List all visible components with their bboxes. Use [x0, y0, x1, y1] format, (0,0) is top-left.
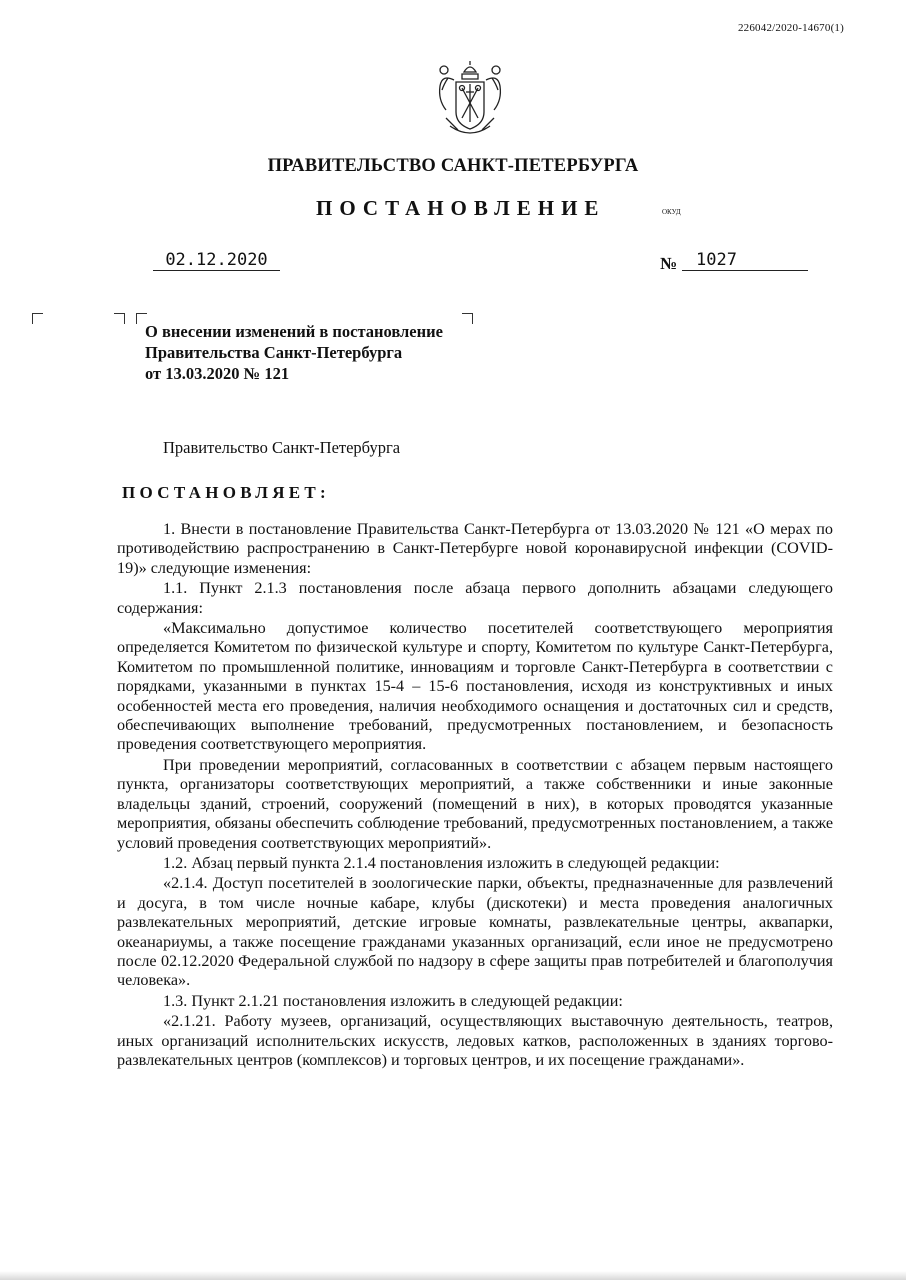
paragraph-1: 1. Внести в постановление Правительства Санкт-Петербурга от 13.03.2020 № 121 «О мерах по противодействию распространению в Санкт-Петербурге новой коронавирусной инфекции (COVID-19)» следующие изменения: — [117, 520, 833, 577]
number-sign: № — [660, 254, 678, 273]
document-date: 02.12.2020 — [153, 250, 280, 271]
subject-corner-mark-right — [462, 313, 473, 324]
quoted-paragraph: При проведении мероприятий, согласованных в соответствии с абзацем первым настоящего пункта, организаторы соответствующих мероприятий, а также собственники и иные законные владельцы зданий, строений, сооружений (помещений в них), в которых проводятся указанные мероприятия, обязаны обеспечить соблюдение требований, предусмотренных постановлением, а также условий проведения соответствующих мероприятий». — [117, 755, 833, 852]
subject-line-2: Правительства Санкт-Петербурга — [145, 343, 403, 362]
document-number: 1027 — [682, 250, 808, 271]
resolves-heading: ПОСТАНОВЛЯЕТ: — [122, 483, 331, 502]
scan-edge-shadow — [0, 1271, 906, 1280]
coat-of-arms-emblem — [434, 60, 506, 140]
quoted-paragraph: «2.1.4. Доступ посетителей в зоологические парки, объекты, предназначенные для развлечений и досуга, в том числе ночные кабаре, клубы (дискотеки) и места проведения аналогичных развлекательных мероприятий, детские игровые комнаты, развлекательные центры, аквапарки, океанариумы, а также посещение гражданами указанных организаций, если иное не предусмотрено после 02.12.2020 Федеральной службой по надзору в сфере защиты прав потребителей и благополучия человека». — [117, 874, 833, 990]
subject-corner-mark-left — [114, 313, 125, 324]
subject-line-3: от 13.03.2020 № 121 — [145, 364, 290, 383]
quoted-paragraph: «2.1.21. Работу музеев, организаций, осуществляющих выставочную деятельность, театров, иных организаций исполнительских искусств, ледовых катков, расположенных в зданиях торгово-развлекательных центров (комплексов) и торговых центров, и их посещение гражданами». — [117, 1012, 833, 1069]
document-body — [117, 520, 833, 1070]
margin-corner-mark — [32, 313, 43, 324]
intro-line: Правительство Санкт-Петербурга — [163, 438, 401, 457]
paragraph-1-3: 1.3. Пункт 2.1.21 постановления изложить в следующей редакции: — [163, 991, 623, 1010]
quoted-paragraph: «Максимально допустимое количество посетителей соответствующего мероприятия определяется Комитетом по физической культуре и спорту, Комитетом по культуре Санкт-Петербурга, Комитетом по промышленной политике, инновациям и торговле Санкт-Петербурга в соответствии с порядками, указанными в пунктах 15-4 – 15-6 постановления, исходя из конструктивных и иных особенностей места его проведения, наличия необходимого оснащения и достаточных сил и средств, обеспечивающих выполнение требований, предусмотренных постановлением, и безопасность проведения соответствующего мероприятия. — [117, 619, 833, 754]
document-reference-number: 226042/2020-14670(1) — [737, 22, 844, 34]
government-title: ПРАВИТЕЛЬСТВО САНКТ-ПЕТЕРБУРГА — [267, 156, 639, 176]
document-subject — [145, 321, 443, 384]
document-type-title: ПОСТАНОВЛЕНИЕ — [316, 196, 606, 220]
subject-line-1: О внесении изменений в постановление — [145, 322, 443, 341]
paragraph-1-1: 1.1. Пункт 2.1.3 постановления после абзаца первого дополнить абзацами следующего содержания: — [117, 579, 833, 617]
paragraph-1-2: 1.2. Абзац первый пункта 2.1.4 постановления изложить в следующей редакции: — [163, 853, 720, 872]
okud-label: ОКУД — [662, 208, 681, 216]
